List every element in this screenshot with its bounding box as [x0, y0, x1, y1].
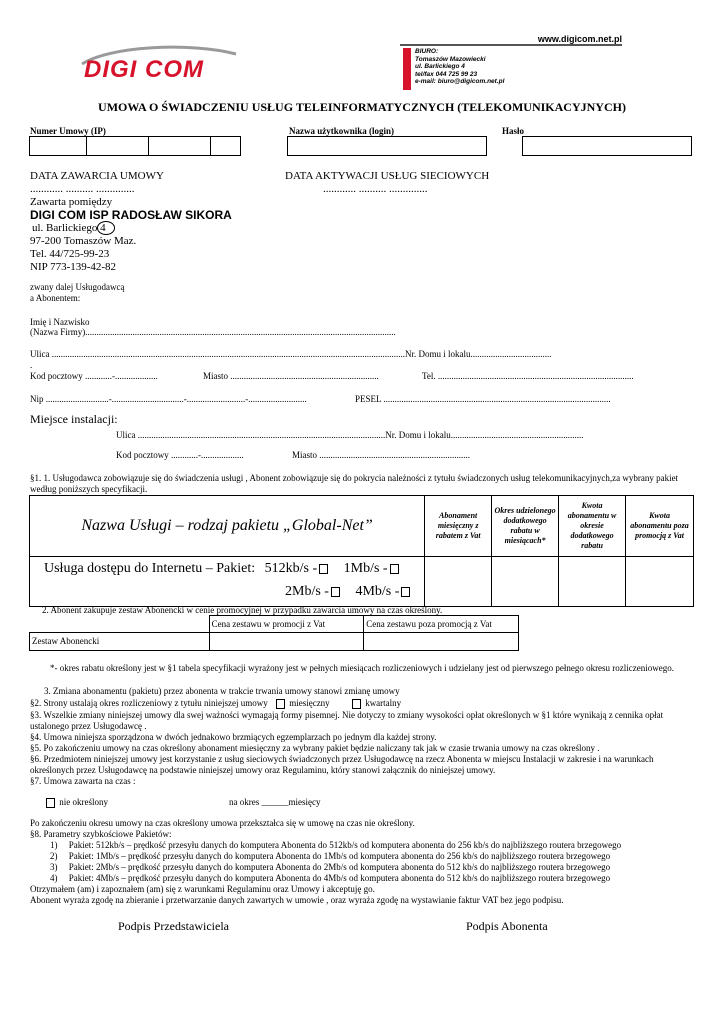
login-label: Nazwa użytkownika (login) — [289, 126, 395, 136]
logo-text: DIGI COM — [84, 56, 204, 83]
and-subscriber: a Abonentem: — [30, 293, 81, 303]
subscriber-company-field[interactable]: (Nazwa Firmy).......................................................................................................................................... — [30, 327, 396, 337]
logo — [80, 44, 240, 83]
kit-col-nopromo: Cena zestawu poza promocją z Vat — [364, 616, 519, 633]
speed-item-2m: 3) Pakiet: 2Mb/s – prędkość przesyłu danych do komputera Abonenta do 2Mb/s od komputera abonenta do 512 kb/s do najbliższego routera brzegowego — [50, 862, 611, 872]
col-monthly: Abonament miesięczny z rabatem z Vat — [425, 496, 492, 557]
provider-called: zwany dalej Usługodawcą — [30, 282, 125, 292]
kit-col-promo: Cena zestawu w promocji z Vat — [209, 616, 364, 633]
package-1m-checkbox[interactable] — [390, 564, 399, 574]
representative-signature: Podpis Przedstawiciela — [118, 919, 229, 933]
paragraph-8: §8. Parametry szybkościowe Pakietów: — [30, 829, 172, 839]
change-note: 3. Zmiana abonamentu (pakietu) przez abonenta w trakcie trwania umowy stanowi zmianę umowy — [44, 686, 400, 696]
provider-city: 97-200 Tomaszów Maz. — [30, 235, 137, 247]
kit-corner-cell — [30, 616, 210, 633]
kit-regular-price-cell[interactable] — [364, 633, 519, 651]
indefinite-option — [44, 797, 108, 808]
installation-city-field[interactable]: Miasto ................................................................... — [292, 450, 471, 460]
office-line: e-mail: biuro@digicom.net.pl — [415, 78, 505, 85]
subscriber-signature: Podpis Abonenta — [466, 919, 548, 933]
package-1m-label: 1Mb/s - — [343, 561, 388, 576]
password-label: Hasło — [502, 126, 525, 136]
package-table-title-cell — [30, 496, 425, 557]
package-4m-label: 4Mb/s - — [355, 584, 400, 599]
installation-label: Miejsce instalacji: — [30, 412, 118, 426]
provider-name: DIGI COM ISP RADOSŁAW SIKORA — [30, 208, 232, 222]
package-table — [29, 495, 694, 607]
speed-item-512: 1) Pakiet: 512kb/s – prędkość przesyłu danych do komputera Abonenta do 512kb/s od komputera abonenta do 256 kb/s do najbliższego routera brzegowego — [50, 840, 622, 850]
paragraph-2 — [30, 698, 401, 709]
subscriber-phone-field[interactable]: Tel. ....................................................................................... — [422, 371, 634, 381]
package-2m-checkbox[interactable] — [331, 587, 340, 597]
package-512-checkbox[interactable] — [319, 564, 328, 574]
login-field[interactable] — [287, 136, 487, 156]
discount-footnote — [50, 663, 690, 674]
installation-street-field[interactable]: Ulica ..............................................................................................................Nr. Domu i lokalu........................................................... — [116, 430, 584, 440]
regular-amount-cell[interactable] — [626, 557, 694, 607]
package-table-title: Nazwa Usługi – rodzaj pakietu „Global-Net” — [81, 517, 373, 534]
paragraph-2-text: §2. Strony ustalają okres rozliczeniowy z tytułu niniejszej umowy — [30, 698, 268, 708]
monthly-period-label: miesięczny — [289, 698, 330, 708]
col-regular-amount: Kwota abonamentu poza promocją z Vat — [626, 496, 694, 557]
col-discount-amount: Kwota abonamentu w okresie dodatkowego rabatu — [559, 496, 626, 557]
provider-phone: Tel. 44/725-99-23 — [30, 248, 110, 260]
office-line: Tomaszów Mazowiecki — [415, 55, 486, 63]
activation-date-field[interactable]: ............ .......... .............. — [323, 183, 428, 195]
subscriber-pesel-field[interactable]: PESEL ..................................................................................................... — [355, 394, 611, 404]
contract-number-label: Numer Umowy (IP) — [30, 126, 106, 136]
fixed-period-field[interactable]: na okres ______miesięcy — [229, 797, 321, 807]
discount-footnote-text: *- okres rabatu określony jest w §1 tabela specyfikacji wyrażony jest w pełnych miesiącach rozliczeniowych i udzielany jest od pierwszego pełnego okresu rozliczeniowego. — [50, 663, 675, 673]
office-label: BIURO: — [415, 48, 439, 55]
package-2m-label: 2Mb/s - — [285, 584, 329, 599]
paragraph-3: §3. Wszelkie zmiany niniejszej umowy dla swej ważności wymagają formy pisemnej. Nie dotyczy to zmiany wysokości opłat określonych w §1 które wynikają z cennika opłat ustalonego przez Usługodawcę . — [30, 710, 664, 731]
package-options-cell — [30, 557, 425, 607]
subscriber-postcode-field[interactable]: Kod pocztowy ............-................... — [30, 371, 158, 381]
after-period-note: Po zakończeniu okresu umowy na czas określony umowa przekształca się w umowę na czas nie określony. — [30, 818, 415, 828]
speed-item-1m: 2) Pakiet: 1Mb/s – prędkość przesyłu danych do komputera Abonenta do 1Mb/s od komputera abonenta do 256 kb/s do najbliższego routera brzegowego — [50, 851, 611, 861]
discount-period-cell[interactable] — [492, 557, 559, 607]
service-label: Usługa dostępu do Internetu – Pakiet: — [44, 561, 256, 576]
kit-promo-price-cell[interactable] — [209, 633, 364, 651]
paragraph-7: §7. Umowa zawarta na czas : — [30, 776, 136, 786]
street-number-circle — [97, 221, 115, 235]
website-url: www.digicom.net.pl — [537, 34, 622, 44]
paragraph-5: §5. Po zakończeniu umowy na czas określony abonament miesięczny za wybrany pakiet będzie naliczany tak jak w czasie trwania umowy na czas określony . — [30, 743, 600, 753]
package-512-label: 512kb/s - — [264, 561, 318, 576]
consent-statement: Abonent wyraża zgodę na zbieranie i przetwarzanie danych zawartych w umowie , oraz wyraża zgodę na wystawianie faktur VAT bez jego podpisu. — [30, 895, 564, 905]
activation-date-label: DATA AKTYWACJI USŁUG SIECIOWYCH — [285, 170, 490, 182]
conclusion-date-label: DATA ZAWARCIA UMOWY — [30, 170, 164, 182]
concluded-between: Zawarta pomiędzy — [30, 196, 113, 208]
monthly-period-checkbox[interactable] — [276, 699, 285, 709]
indefinite-label: nie określony — [59, 797, 108, 807]
section1-intro: §1. 1. Usługodawca zobowiązuje się do świadczenia usługi , Abonent zobowiązuje się do pokrycia należności z tytułu świadczonych usług telekomunikacyjnych,za wybrany pakiet według poniższych specyfikacji. — [30, 473, 679, 494]
installation-postcode-field[interactable]: Kod pocztowy ............-................... — [116, 450, 244, 460]
header-rule — [400, 44, 622, 46]
paragraph-6: §6. Przedmiotem niniejszej umowy jest korzystanie z usług sieciowych świadczonych przez Usługodawcę na rzecz Abonenta w miejscu Instalacji w zakresie i na warunkach określonych przez Usługodawcę na podstawie niniejszej umowy oraz Regulaminu, który stanowi załącznik do niniejszej umowy. — [30, 754, 654, 775]
section2-text: 2. Abonent zakupuje zestaw Abonencki w cenie promocyjnej w przypadku zawarcia umowy na czas określony. — [42, 605, 443, 615]
subscriber-street-field[interactable]: Ulica .............................................................................................................................................................Nr. Domu i lokalu.................................... — [30, 349, 552, 359]
provider-nip: NIP 773-139-42-82 — [30, 261, 117, 273]
paragraph-4: §4. Umowa niniejsza sporządzona w dwóch jednakowo brzmiących egzemplarzach po jednym dla każdej strony. — [30, 732, 437, 742]
stray-dot: . — [30, 360, 33, 370]
conclusion-date-field[interactable]: ............ .......... .............. — [30, 183, 135, 195]
subscriber-nip-field[interactable]: Nip ............................-................................-..........................-.......................... — [30, 394, 307, 404]
office-box — [403, 48, 538, 94]
package-4m-checkbox[interactable] — [401, 587, 410, 597]
quarterly-period-label: kwartalny — [365, 698, 402, 708]
document-title: UMOWA O ŚWIADCZENIU USŁUG TELEINFORMATYCZNYCH (TELEKOMUNIKACYJNYCH) — [98, 100, 626, 114]
subscriber-city-field[interactable]: Miasto .................................................................. — [203, 371, 379, 381]
provider-street: ul. Barlickiego 4 — [32, 222, 106, 234]
indefinite-checkbox[interactable] — [46, 798, 55, 808]
office-line: ul. Barlickiego 4 — [415, 63, 465, 70]
monthly-value-cell[interactable] — [425, 557, 492, 607]
speed-item-4m: 4) Pakiet: 4Mb/s – prędkość przesyłu danych do komputera Abonenta do 4Mb/s od komputera abonenta do 512 kb/s do najbliższego routera brzegowego — [50, 873, 611, 883]
office-red-bar — [403, 48, 411, 90]
office-line: tel/fax 044 725 99 23 — [415, 70, 478, 78]
subscriber-name-label: Imię i Nazwisko — [30, 317, 90, 327]
col-discount-period: Okres udzielonego dodatkowego rabatu w miesiącach* — [492, 496, 559, 557]
discount-amount-cell[interactable] — [559, 557, 626, 607]
kit-table — [29, 615, 519, 651]
quarterly-period-checkbox[interactable] — [352, 699, 361, 709]
received-statement: Otrzymałem (am) i zapoznałem (am) się z warunkami Regulaminu oraz Umowy i akceptuję go. — [30, 884, 375, 894]
password-field[interactable] — [522, 136, 692, 156]
kit-row-label: Zestaw Abonencki — [30, 633, 210, 651]
